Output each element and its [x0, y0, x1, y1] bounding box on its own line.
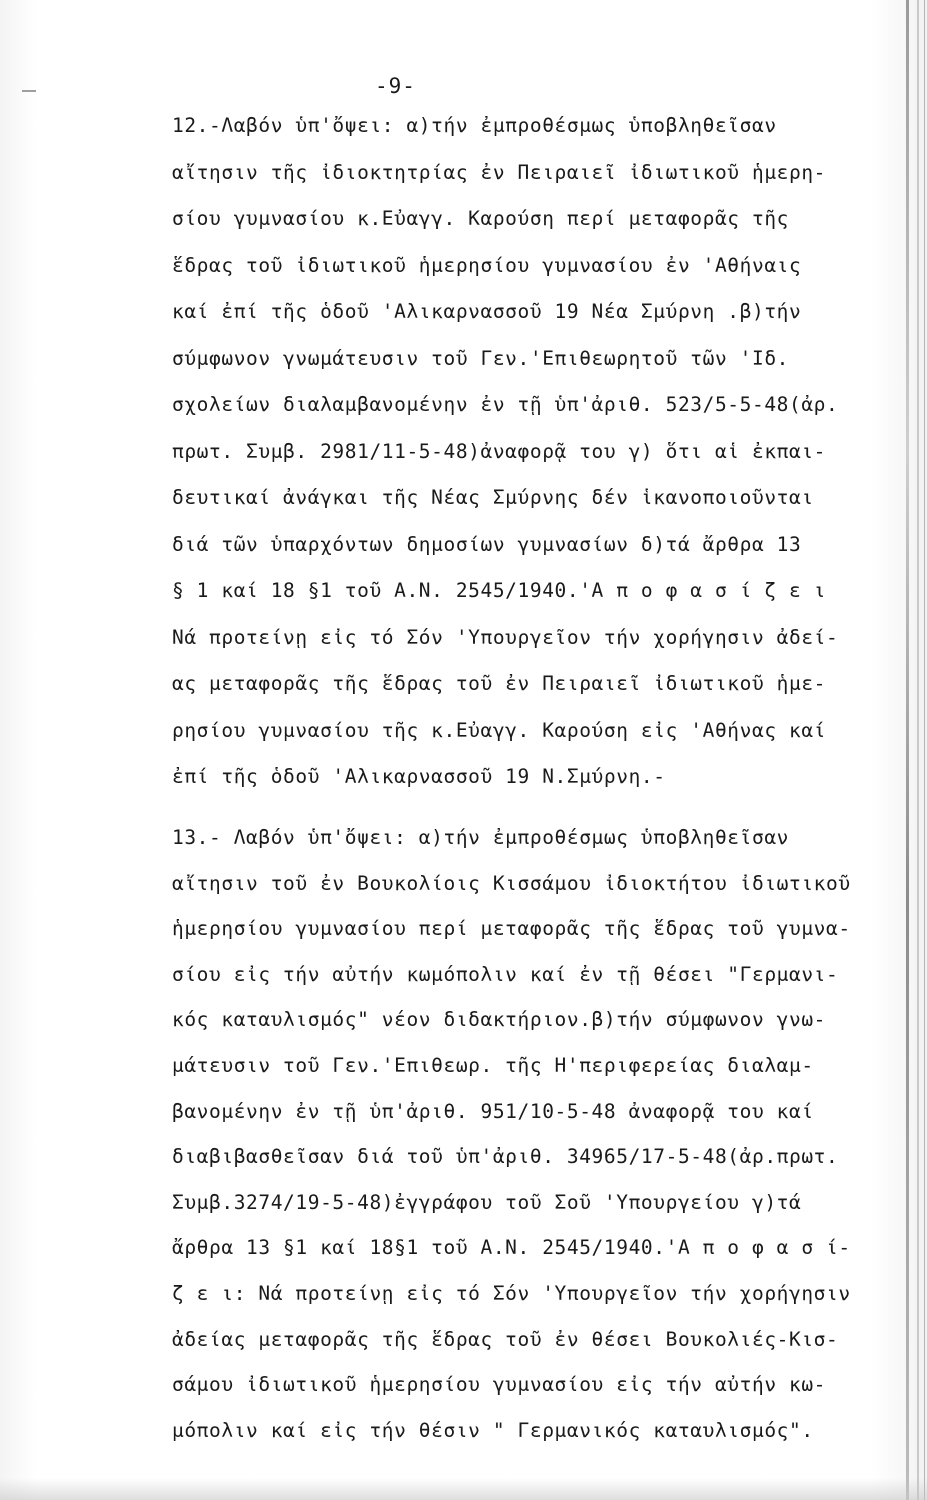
binder-edge — [917, 0, 919, 1500]
text-line: βανομένην ἐν τῇ ὑπ'ἀριθ. 951/10-5-48 ἀναφορᾷ του καί — [172, 1099, 814, 1123]
text-line: § 1 καί 18 §1 τοῦ Α.Ν. 2545/1940.'Α π ο φ α σ ί ζ ε ι — [172, 579, 827, 602]
text-line: ζ ε ι: Νά προτείνῃ εἰς τό Σόν 'Υπουργεῖον τήν χορήγησιν — [172, 1281, 851, 1305]
text-line: ας μεταφορᾶς τῆς ἕδρας τοῦ ἐν Πειραιεῖ ἰδιωτικοῦ ἡμε- — [172, 672, 827, 695]
text-line: αἴτησιν τῆς ἰδιοκτητρίας ἐν Πειραιεῖ ἰδιωτικοῦ ἡμερη- — [172, 160, 827, 184]
binder-edge — [906, 0, 909, 1500]
text-line: 12.-Λαβόν ὑπ'ὄψει: α)τήν ἐμπροθέσμως ὑποβληθεῖσαν — [172, 114, 777, 137]
paragraph-13 — [172, 815, 892, 1453]
text-line: αἴτησιν τοῦ ἐν Βουκολίοις Κισσάμου ἰδιοκτήτου ἰδιωτικοῦ — [172, 871, 851, 895]
binder-edge — [924, 0, 925, 1500]
text-line: ἡμερησίου γυμνασίου περί μεταφορᾶς τῆς ἕδρας τοῦ γυμνα- — [172, 917, 851, 941]
text-line: Συμβ.3274/19-5-48)ἐγγράφου τοῦ Σοῦ 'Υπουργείου γ)τά — [172, 1190, 802, 1214]
text-line: κός καταυλισμός" νέον διδακτήριον.β)τήν σύμφωνον γνω- — [172, 1008, 827, 1032]
text-line: σίου εἰς τήν αὐτήν κωμόπολιν καί ἐν τῇ θέσει "Γερμανι- — [172, 962, 839, 986]
text-line: 13.- Λαβόν ὑπ'ὄψει: α)τήν ἐμπροθέσμως ὑποβληθεῖσαν — [172, 826, 789, 849]
text-line: διαβιβασθεῖσαν διά τοῦ ὑπ'ἀριθ. 34965/17-5-48(ἀρ.πρωτ. — [172, 1145, 839, 1169]
text-line: ρησίου γυμνασίου τῆς κ.Εὐαγγ. Καρούση εἰς 'Αθήνας καί — [172, 718, 827, 742]
text-line: σίου γυμνασίου κ.Εὐαγγ. Καρούση περί μεταφορᾶς τῆς — [172, 207, 789, 230]
paragraph-12 — [172, 103, 892, 801]
text-line: πρωτ. Συμβ. 2981/11-5-48)ἀναφορᾷ του γ) ὅτι αἱ ἐκπαι- — [172, 439, 827, 463]
text-line: ἕδρας τοῦ ἰδιωτικοῦ ἡμερησίου γυμνασίου ἐν 'Αθήναις — [172, 253, 802, 277]
text-line: ἄρθρα 13 §1 καί 18§1 τοῦ Α.Ν. 2545/1940.'Α π ο φ α σ ί- — [172, 1236, 851, 1260]
text-line: σάμου ἰδιωτικοῦ ἡμερησίου γυμνασίου εἰς τήν αὐτήν κω- — [172, 1373, 827, 1397]
text-line: σχολείων διαλαμβανομένην ἐν τῇ ὑπ'ἀριθ. 523/5-5-48(ἀρ. — [172, 393, 839, 416]
page-number: -9- — [375, 74, 416, 98]
text-line: ἐπί τῆς ὁδοῦ 'Αλικαρνασσοῦ 19 Ν.Σμύρνη.- — [172, 765, 666, 788]
scan-mark — [22, 90, 36, 92]
text-line: καί ἐπί τῆς ὁδοῦ 'Αλικαρνασσοῦ 19 Νέα Σμύρνη .β)τήν — [172, 300, 802, 323]
text-line: ἀδείας μεταφορᾶς τῆς ἕδρας τοῦ ἐν θέσει Βουκολιές-Κισ- — [172, 1327, 839, 1351]
text-line: δευτικαί ἀνάγκαι τῆς Νέας Σμύρνης δέν ἱκανοποιοῦνται — [172, 486, 814, 509]
page-bottom-shadow — [0, 1478, 927, 1500]
text-line: μόπολιν καί εἰς τήν θέσιν " Γερμανικός καταυλισμός". — [172, 1418, 814, 1442]
text-line: μάτευσιν τοῦ Γεν.'Επιθεωρ. τῆς Η'περιφερείας διαλαμ- — [172, 1053, 814, 1077]
text-line: διά τῶν ὑπαρχόντων δημοσίων γυμνασίων δ)τά ἄρθρα 13 — [172, 532, 802, 556]
text-line: Νά προτείνῃ εἰς τό Σόν 'Υπουργεῖον τήν χορήγησιν ἀδεί- — [172, 625, 839, 649]
text-line: σύμφωνον γνωμάτευσιν τοῦ Γεν.'Επιθεωρητοῦ τῶν 'Ιδ. — [172, 346, 789, 370]
